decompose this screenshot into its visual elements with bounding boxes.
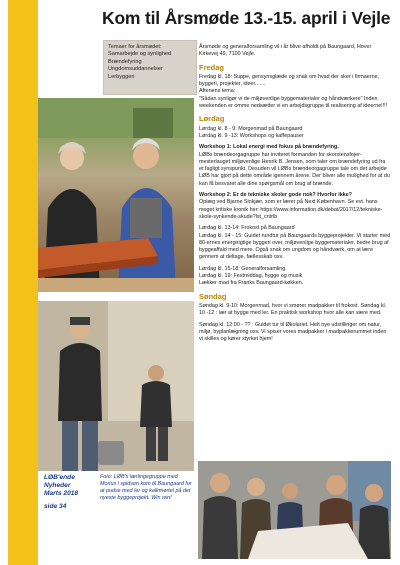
lordag-line: Lørdag kl. 9 -13: Workshops og kaffepauser — [199, 132, 304, 139]
lordag-line: Lørdag kl. 19: Festmiddag, hygge og musik — [199, 273, 303, 280]
lordag-line: Lækker mad fra Franks Baungaard-køkken. — [199, 280, 304, 287]
lordag-heading: Lørdag — [199, 114, 225, 124]
lordag-line: Lørdag kl. 8 - 9: Morgenmad på Baungaard — [199, 125, 303, 132]
workshop-1-text: LØBs brændeorgagruppe har inviteret formanden for skorstensfejer-mesterlauget miljøvenlige Henrik B. Jensen, som taler om brændefyring ud fra et fagligt synspunkt. Desuden vil LØBs brændeorgagruppe tale om det arbejde LØB har gjort på dette område igennem årene. Der bliver alle mulighed for at du kan få besvaret alle dine spørgsmål om brug af brænde. — [199, 151, 390, 187]
fredag-theme-label: Aftenens tema: — [199, 88, 236, 95]
newsletter-name: LØB'ende Nyheder — [44, 474, 75, 489]
photo-workers-illustration — [38, 98, 194, 292]
lordag-line: Lørdag kl. 15-18: Generalforsamling. — [199, 265, 287, 272]
newsletter-footer — [44, 474, 92, 511]
theme-item: Samarbejde og synlighed — [108, 51, 172, 58]
page-number: side 34 — [44, 503, 67, 510]
workshop-1-title: Workshop 1: Lokal energi med fokus på brændefyring. — [199, 144, 339, 151]
themes-box — [103, 40, 197, 95]
lordag-line: Lørdag kl. 13-14: Frokost på Baungaard — [199, 225, 295, 232]
workshop-2-title: Workshop 2: Er de tekniske skoler gode nok? Hvorfor ikke? — [199, 192, 352, 199]
themes-heading: Temaer for årsmødet: — [108, 44, 162, 50]
theme-item: Ungdomsuddannelser — [108, 66, 163, 73]
yellow-sidebar-stripe — [8, 0, 38, 565]
lordag-line: Lørdag kl. 14 - 15: Guidet rundtur på Baungaards byggeprojekter. Vi starter med 80-ernes energirigtige byggeri over, miljøvenlige byggematerialer, bedre brug af byggeaffald med mere. Også snak om ungdom og håndværk, om at lære gennem at deltage, fællesskab osv. — [199, 232, 391, 261]
page-title: Kom til Årsmøde 13.-15. april i Vejle — [102, 8, 391, 28]
lordag-afternoon — [199, 225, 391, 261]
article-body — [199, 44, 391, 347]
fredag-line: Fredag kl. 18: Suppe, gensynsglæde og snak om hvad der sker i firmaerne, byggeri, projekter, ideer....... — [199, 73, 380, 88]
theme-item: Lerbyggeri — [108, 73, 135, 80]
sondag-heading: Søndag — [199, 291, 227, 301]
photo-group-meeting — [198, 461, 391, 559]
fredag-theme-text: "Sådan synligør vi de miljøvenlige byggematerialer og håndværkere" Inden weekenden er omme nedsætter vi en arbejdsgruppe til realisering af ideerne!!!! — [199, 95, 388, 110]
photo-plastering-illustration — [38, 301, 194, 471]
sondag-text-1: Søndag kl. 9-10: Morgenmad, hvor vi smører madpakker til frokost. Søndag kl. 10 -12 : lær at bygge med ler. En praktisk workshop hvor alle kan være med. — [199, 302, 387, 317]
workshop-2-text: Oplæg ved Bjarne Sinkjær, som er lærer på Next København. Se evt. hans meget kritiske kronik her: https://www.information.dk/debat/2017/12/tekniske-skole-synkende-skude?lst_cntrlb — [199, 199, 383, 220]
intro-text: Årsmøde og generalforsamling vil i år blive afholdt på Baungaard, Hover Kirkevej 49, 7100 Vejle. — [199, 44, 372, 58]
theme-item: Brændefyring — [108, 58, 142, 65]
lordag-schedule — [199, 126, 391, 141]
photo-group-illustration — [198, 461, 391, 559]
workshop-2 — [199, 192, 391, 221]
fredag-heading: Fredag — [199, 62, 225, 72]
photo-caption: Foto: LØB's lærlingegruppe med Morius i spidsen kom til Baungaard for at pudse med ler og kalkmørtel på det nyeste byggeprojekt. Win win! — [100, 474, 192, 501]
newsletter-date: Marts 2018 — [44, 490, 79, 497]
photo-clay-plastering — [38, 301, 194, 471]
lordag-evening — [199, 266, 391, 288]
fredag-text — [199, 74, 391, 110]
workshop-1 — [199, 144, 391, 188]
sondag-text-2: Søndag kl. 12:00 - ?? : Guidet tur til Økolariet. Helt nye udstillinger om natur, miljø, byplanlægning osv. Vi spiser vores madpakker i madpakkerummet inden vi skilles og kører styrket hjem! — [199, 321, 387, 343]
photo-workers-roof-tiles — [38, 98, 194, 292]
